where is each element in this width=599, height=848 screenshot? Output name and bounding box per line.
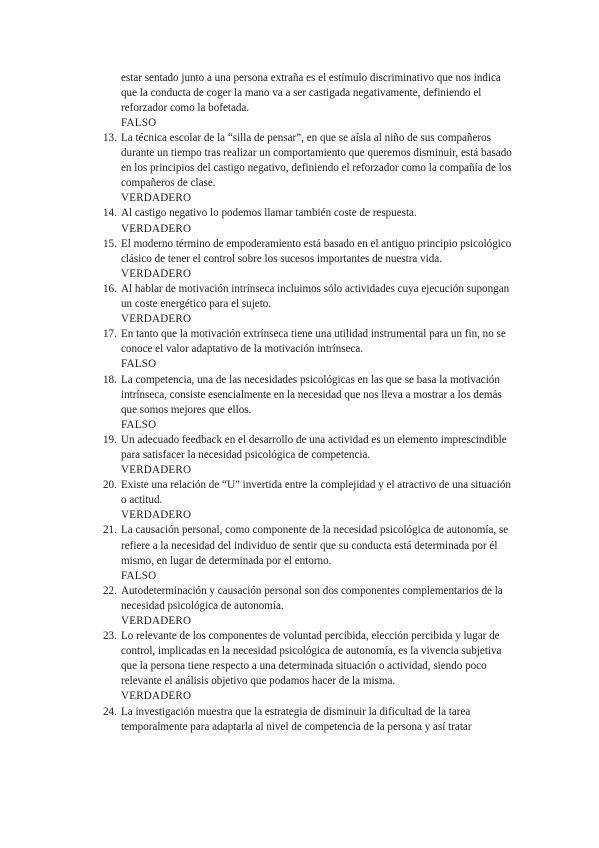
question-statement: Al hablar de motivación intrínseca incluimos sólo actividades cuya ejecución supongan un coste energético para el sujeto. xyxy=(121,282,510,311)
question-item xyxy=(103,523,519,583)
question-answer: VERDADERO xyxy=(121,615,192,627)
question-answer: FALSO xyxy=(121,358,157,371)
question-statement: Un adecuado feedback en el desarrollo de una actividad es un elemento imprescindible para satisfacer la necesidad psicológica de competencia. xyxy=(121,433,507,461)
question-item xyxy=(103,282,519,327)
question-answer: VERDADERO xyxy=(121,267,192,280)
question-number: 23. xyxy=(103,630,117,643)
question-statement: Lo relevante de los componentes de voluntad percibida, elección percibida y lugar de control, implicadas en la necesidad psicológica de autonomía, es la vivencia subjetiva que la persona tiene respecto a una determinada situación o actividad, siendo poco relevante el análisis objetivo que podamos hacer de la misma. xyxy=(121,630,502,688)
question-statement: La técnica escolar de la “silla de pensar”, en que se aísla al niño de sus compañeros durante un tiempo tras realizar un comportamiento que queremos disminuir, está basado en los principios del castigo negativo, definiendo el reforzador como la compañía de los compañeros de clase. xyxy=(121,132,512,190)
question-statement: Autodeterminación y causación personal son dos componentes complementarios de la necesidad psicológica de autonomía. xyxy=(121,584,503,612)
question-item xyxy=(103,206,519,236)
question-number: 20. xyxy=(103,479,117,492)
question-list xyxy=(103,131,519,735)
question-item xyxy=(103,373,519,433)
question-statement: La competencia, una de las necesidades psicológicas en las que se basa la motivación intrínseca, consiste esencialmente en la necesidad que nos lleva a mostrar a los demás que somos mejores que ellos. xyxy=(121,373,502,416)
question-item xyxy=(103,131,519,206)
question-statement: La causación personal, como componente de la necesidad psicológica de autonomía, se refiere a la necesidad del individuo de sentir que su conducta está determinada por él mismo, en lugar de determinada por el entorno. xyxy=(121,524,509,567)
question-statement: En tanto que la motivación extrínseca tiene una utilidad instrumental para un fin, no se conoce el valor adaptativo de la motivación intrínseca. xyxy=(121,328,506,356)
question-item xyxy=(103,433,519,478)
question-answer: FALSO xyxy=(121,418,157,431)
question-answer: FALSO xyxy=(121,569,157,582)
question-statement: estar sentado junto a una persona extraña es el estímulo discriminativo que nos indica que la conducta de coger la mano va a ser castigada negativamente, definiendo el reforzador como la bofetada. xyxy=(121,72,501,115)
question-answer: VERDADERO xyxy=(121,690,192,703)
question-statement: La investigación muestra que la estrategia de disminuir la dificultad de la tarea temporalmente para adaptarla al nivel de competencia de la persona y así tratar xyxy=(121,705,472,733)
continued-question xyxy=(121,71,519,131)
question-number: 21. xyxy=(103,524,117,537)
question-number: 16. xyxy=(103,282,117,295)
question-number: 19. xyxy=(103,433,117,446)
question-answer: VERDADERO xyxy=(121,313,192,326)
question-number: 15. xyxy=(103,237,117,250)
question-item xyxy=(103,478,519,523)
question-number: 18. xyxy=(103,373,117,386)
question-item xyxy=(103,629,519,704)
question-statement: Existe una relación de “U” invertida entre la complejidad y el atractivo de una situación o actitud. xyxy=(121,479,511,507)
question-answer: VERDADERO xyxy=(121,192,192,205)
question-answer: VERDADERO xyxy=(121,222,192,235)
question-statement: El moderno término de empoderamiento está basado en el antiguo principio psicológico clásico de tener el control sobre los sucesos importantes de nuestra vida. xyxy=(121,237,512,265)
question-answer: FALSO xyxy=(121,117,157,130)
question-number: 24. xyxy=(103,705,117,718)
question-item xyxy=(103,237,519,282)
question-statement: Al castigo negativo lo podemos llamar también coste de respuesta. xyxy=(121,207,417,220)
question-item xyxy=(103,584,519,629)
question-number: 17. xyxy=(103,328,117,341)
question-answer: VERDADERO xyxy=(121,509,192,522)
question-item xyxy=(103,327,519,372)
question-number: 22. xyxy=(103,584,117,597)
question-number: 13. xyxy=(103,132,117,144)
question-number: 14. xyxy=(103,207,117,220)
question-answer: VERDADERO xyxy=(121,464,192,477)
question-item xyxy=(103,705,519,735)
